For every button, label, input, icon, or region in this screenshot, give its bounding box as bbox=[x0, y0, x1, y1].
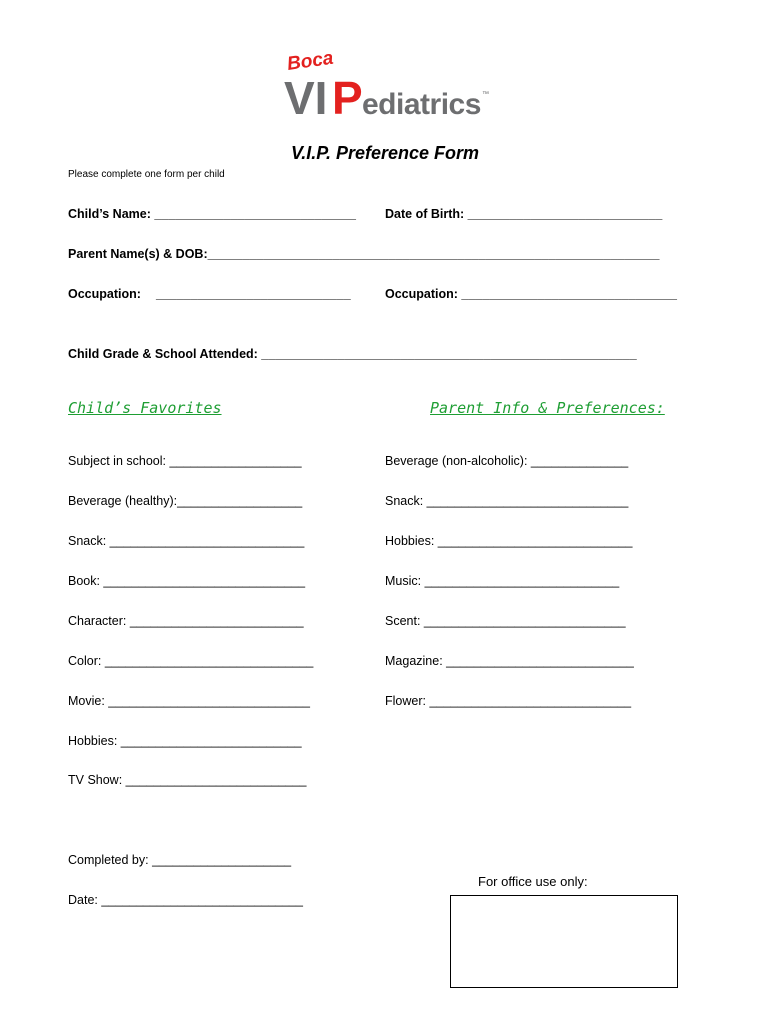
parent-beverage-field[interactable]: Beverage (non-alcoholic): ______________ bbox=[385, 454, 629, 468]
occupation-2-field[interactable]: Occupation: _______________________________ bbox=[385, 287, 677, 301]
favorite-snack-field[interactable]: Snack: ____________________________ bbox=[68, 534, 305, 548]
logo-vi-text: VI bbox=[284, 72, 328, 124]
favorite-movie-field[interactable]: Movie: _____________________________ bbox=[68, 694, 310, 708]
parent-snack-field[interactable]: Snack: _____________________________ bbox=[385, 494, 629, 508]
office-use-box[interactable] bbox=[450, 895, 678, 988]
boca-vipediatrics-logo bbox=[282, 48, 492, 124]
form-title: V.I.P. Preference Form bbox=[290, 143, 480, 163]
date-field[interactable]: Date: _____________________________ bbox=[68, 893, 303, 907]
favorite-character-field[interactable]: Character: _________________________ bbox=[68, 614, 304, 628]
favorite-color-field[interactable]: Color: ______________________________ bbox=[68, 654, 314, 668]
form-instructions: Please complete one form per child bbox=[68, 169, 225, 180]
parent-scent-field[interactable]: Scent: _____________________________ bbox=[385, 614, 626, 628]
occupation-1-line[interactable]: ____________________________ bbox=[156, 287, 351, 301]
child-grade-school-field[interactable]: Child Grade & School Attended: ______________________________________________________ bbox=[68, 347, 637, 361]
occupation-1-label: Occupation: bbox=[68, 287, 141, 301]
favorite-beverage-field[interactable]: Beverage (healthy):__________________ bbox=[68, 494, 303, 508]
parent-magazine-field[interactable]: Magazine: ___________________________ bbox=[385, 654, 634, 668]
logo-ediatrics-text: ediatrics bbox=[362, 88, 481, 121]
date-of-birth-field[interactable]: Date of Birth: ____________________________ bbox=[385, 207, 663, 221]
childs-favorites-heading: Child’s Favorites bbox=[68, 399, 222, 417]
parent-info-heading: Parent Info & Preferences: bbox=[430, 399, 665, 417]
logo-boca-text: Boca bbox=[285, 48, 335, 75]
favorite-hobbies-field[interactable]: Hobbies: __________________________ bbox=[68, 734, 302, 748]
favorite-subject-field[interactable]: Subject in school: ___________________ bbox=[68, 454, 302, 468]
favorite-tv-show-field[interactable]: TV Show: __________________________ bbox=[68, 773, 307, 787]
favorite-book-field[interactable]: Book: _____________________________ bbox=[68, 574, 306, 588]
office-use-label: For office use only: bbox=[478, 874, 588, 889]
child-name-field[interactable]: Child’s Name: _____________________________ bbox=[68, 207, 356, 221]
parent-music-field[interactable]: Music: ____________________________ bbox=[385, 574, 620, 588]
logo-p-text: P bbox=[332, 72, 363, 124]
parent-names-dob-field[interactable]: Parent Name(s) & DOB:_________________________________________________________________ bbox=[68, 247, 660, 261]
parent-hobbies-field[interactable]: Hobbies: ____________________________ bbox=[385, 534, 633, 548]
parent-flower-field[interactable]: Flower: _____________________________ bbox=[385, 694, 632, 708]
logo-tm-text: ™ bbox=[482, 91, 489, 98]
completed-by-field[interactable]: Completed by: ____________________ bbox=[68, 853, 292, 867]
